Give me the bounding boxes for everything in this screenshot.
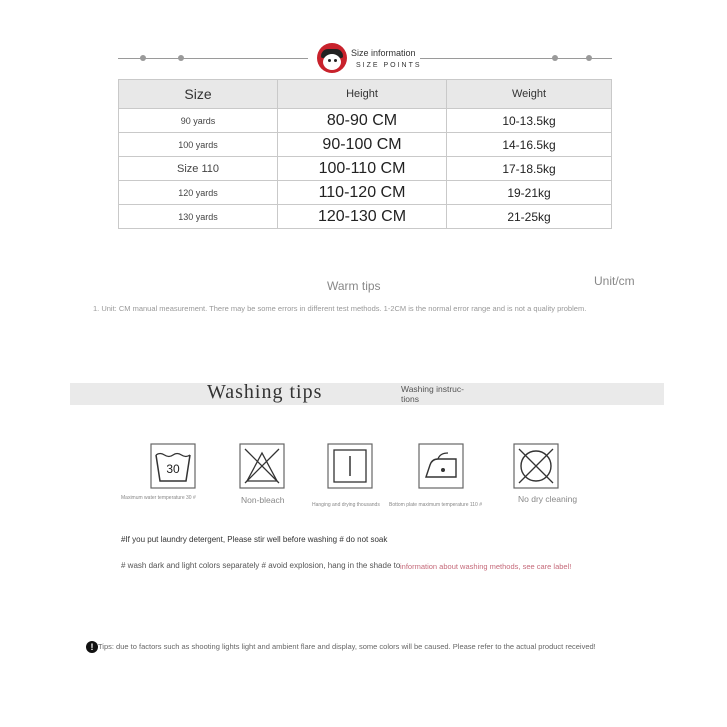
weight-cell: 21-25kg: [447, 205, 612, 229]
washing-title: Washing tips: [207, 381, 323, 403]
size-cell: 90 yards: [119, 109, 278, 133]
color-disclaimer: [86, 641, 596, 653]
table-row: [119, 157, 612, 181]
color-disclaimer-text: Tips: due to factors such as shooting lights light and ambient flare and display, some colors will be caused. Please refer to the actual product received!: [98, 641, 596, 651]
iron-label: Bottom plate maximum temperature 110 #: [389, 502, 483, 508]
no-dry-clean-label: No dry cleaning: [518, 494, 578, 504]
height-cell: 90-100 CM: [278, 133, 447, 157]
header-subtitle: SIZE POINTS: [356, 62, 422, 69]
hang-dry-label: Hanging and drying thousands: [312, 502, 380, 508]
unit-label: Unit/cm: [594, 274, 635, 288]
table-row: [119, 109, 612, 133]
ornament-dot: [586, 55, 592, 61]
table-header-row: [119, 80, 612, 109]
wash-30-icon: [150, 443, 196, 489]
size-table: [118, 79, 612, 229]
size-cell: 130 yards: [119, 205, 278, 229]
size-cell: Size 110: [119, 157, 278, 181]
warning-icon: !: [86, 641, 98, 653]
iron-icon: [418, 443, 464, 489]
height-cell: 80-90 CM: [278, 109, 447, 133]
table-row: [119, 181, 612, 205]
weight-cell: 14-16.5kg: [447, 133, 612, 157]
height-cell: 120-130 CM: [278, 205, 447, 229]
washing-banner: [70, 383, 664, 405]
care-label-note: information about washing methods, see care label!: [400, 562, 572, 571]
warm-tips-heading: Warm tips: [327, 279, 381, 293]
weight-cell: 19-21kg: [447, 181, 612, 205]
size-cell: 100 yards: [119, 133, 278, 157]
ornament-dot: [552, 55, 558, 61]
height-cell: 100-110 CM: [278, 157, 447, 181]
header-title: Size information: [351, 48, 416, 58]
column-header-weight: Weight: [447, 80, 612, 109]
wash-temperature: 30: [166, 462, 180, 476]
weight-cell: 10-13.5kg: [447, 109, 612, 133]
washing-subtitle: Washing instruc- tions: [401, 384, 464, 404]
no-bleach-icon: [239, 443, 285, 489]
ornament-dot: [178, 55, 184, 61]
no-dry-clean-icon: [513, 443, 559, 489]
wash-30-label: Maximum water temperature 30 #: [121, 495, 196, 501]
height-cell: 110-120 CM: [278, 181, 447, 205]
table-row: [119, 133, 612, 157]
measurement-note: 1. Unit: CM manual measurement. There may be some errors in different test methods. 1-2CM is the normal error range and is not a quality problem.: [93, 304, 587, 313]
column-header-height: Height: [278, 80, 447, 109]
no-bleach-label: Non-bleach: [241, 495, 285, 505]
washing-tip-colors: # wash dark and light colors separately # avoid explosion, hang in the shade to: [121, 561, 401, 570]
table-row: [119, 205, 612, 229]
weight-cell: 17-18.5kg: [447, 157, 612, 181]
header-ornament-left: [118, 58, 308, 59]
washing-tip-detergent: #If you put laundry detergent, Please stir well before washing # do not soak: [121, 535, 388, 544]
header-ornament-right: [420, 58, 612, 59]
hang-dry-icon: [327, 443, 373, 489]
brand-logo-icon: [317, 43, 347, 73]
column-header-size: Size: [119, 80, 278, 109]
ornament-dot: [140, 55, 146, 61]
size-cell: 120 yards: [119, 181, 278, 205]
